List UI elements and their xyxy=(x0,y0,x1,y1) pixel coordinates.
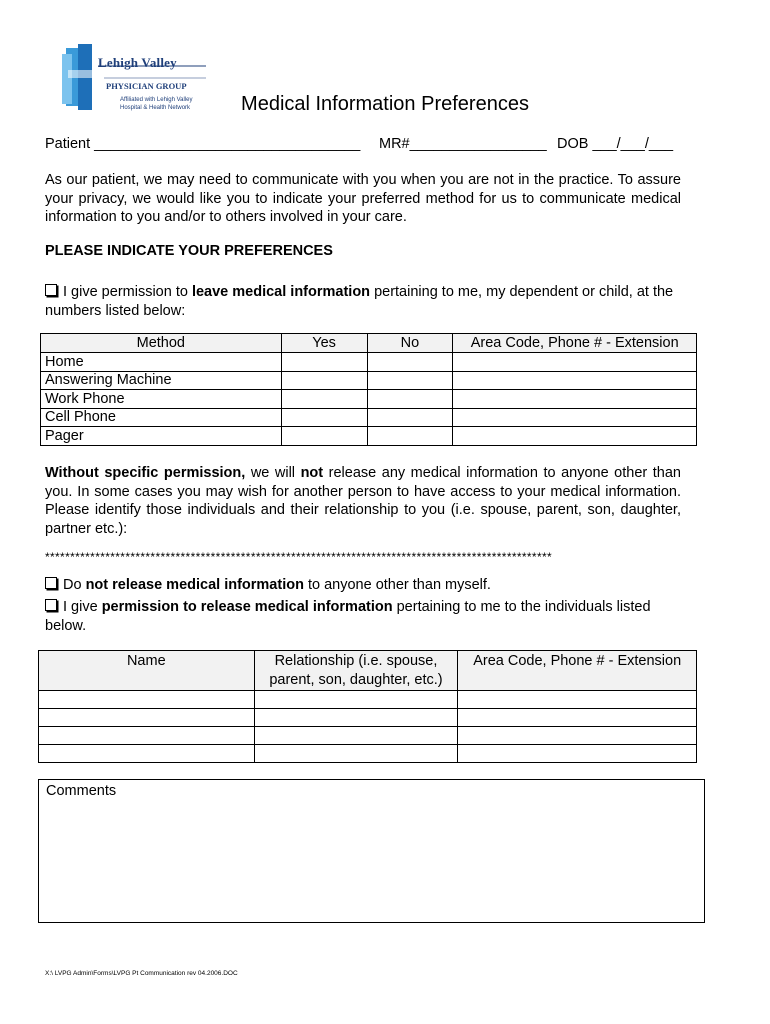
people-table xyxy=(38,650,697,763)
no-release-checkbox[interactable] xyxy=(45,577,57,589)
mr-field[interactable]: MR#_________________ xyxy=(379,136,547,152)
table-row xyxy=(39,727,697,745)
relationship-cell[interactable] xyxy=(254,727,458,745)
table-row xyxy=(39,745,697,763)
leave-permission-line: I give permission to leave medical information pertaining to me, my dependent or child, at the numbers listed below: xyxy=(45,284,674,319)
yes-cell[interactable] xyxy=(281,408,367,427)
table-row xyxy=(41,353,697,372)
header-phone: Area Code, Phone # - Extension xyxy=(453,334,697,353)
name-cell[interactable] xyxy=(39,691,255,709)
phone-cell[interactable] xyxy=(458,727,697,745)
star-divider: ***************************************************************************************************** xyxy=(45,550,553,564)
name-cell[interactable] xyxy=(39,745,255,763)
table-row xyxy=(39,691,697,709)
table-row xyxy=(41,408,697,427)
release-checkbox[interactable] xyxy=(45,599,57,611)
footer-path: X:\ LVPG Admin\Forms\LVPG Pt Communication rev 04.2006.DOC xyxy=(45,970,238,977)
phone-cell[interactable] xyxy=(453,390,697,409)
method-home: Home xyxy=(41,353,282,372)
method-cell-phone: Cell Phone xyxy=(41,408,282,427)
release-line: I give permission to release medical information pertaining to me to the individuals listed below. xyxy=(45,599,651,634)
phone-cell[interactable] xyxy=(453,353,697,372)
relationship-cell[interactable] xyxy=(254,709,458,727)
logo-group: PHYSICIAN GROUP xyxy=(106,81,187,91)
name-cell[interactable] xyxy=(39,727,255,745)
table-row xyxy=(41,390,697,409)
phone-cell[interactable] xyxy=(458,745,697,763)
phone-cell[interactable] xyxy=(458,691,697,709)
logo-tagline: Affiliated with Lehigh Valley Hospital & Health Network xyxy=(120,97,193,111)
method-work-phone: Work Phone xyxy=(41,390,282,409)
yes-cell[interactable] xyxy=(281,390,367,409)
header-relationship: Relationship (i.e. spouse, parent, son, daughter, etc.) xyxy=(254,651,458,691)
yes-cell[interactable] xyxy=(281,353,367,372)
header-no: No xyxy=(367,334,453,353)
no-release-line: Do not release medical information to anyone other than myself. xyxy=(45,576,685,595)
phone-cell[interactable] xyxy=(453,371,697,390)
yes-cell[interactable] xyxy=(281,371,367,390)
no-cell[interactable] xyxy=(367,353,453,372)
page-title: Medical Information Preferences xyxy=(241,93,529,115)
yes-cell[interactable] xyxy=(281,427,367,446)
comments-box[interactable] xyxy=(38,779,705,923)
leave-permission-checkbox[interactable] xyxy=(45,284,57,296)
methods-header-row xyxy=(41,334,697,353)
relationship-cell[interactable] xyxy=(254,691,458,709)
patient-field[interactable]: Patient _________________________________ xyxy=(45,136,361,152)
method-answering-machine: Answering Machine xyxy=(41,371,282,390)
table-row xyxy=(41,371,697,390)
header-yes: Yes xyxy=(281,334,367,353)
phone-cell[interactable] xyxy=(453,427,697,446)
header-name: Name xyxy=(39,651,255,691)
no-cell[interactable] xyxy=(367,427,453,446)
no-cell[interactable] xyxy=(367,390,453,409)
comments-label: Comments xyxy=(46,783,117,799)
methods-table xyxy=(40,333,697,446)
logo-name: Lehigh Valley xyxy=(98,55,177,70)
dob-field[interactable]: DOB ___/___/___ xyxy=(557,136,674,152)
header-method: Method xyxy=(41,334,282,353)
relationship-cell[interactable] xyxy=(254,745,458,763)
without-permission-paragraph: Without specific permission, we will not release any medical information to anyone other than you. In some cases you may wish for another person to have access to your medical information. Please identify those individuals and their relationship to you (i.e. spouse, parent, son, daughter, partner etc.): xyxy=(45,465,681,537)
method-pager: Pager xyxy=(41,427,282,446)
intro-paragraph: As our patient, we may need to communicate with you when you are not in the practice. To assure your privacy, we would like you to indicate your preferred method for us to communicate medical information to you and/or to others involved in your care. xyxy=(45,172,681,225)
preferences-heading: PLEASE INDICATE YOUR PREFERENCES xyxy=(45,243,333,259)
table-row xyxy=(41,427,697,446)
name-cell[interactable] xyxy=(39,709,255,727)
table-row xyxy=(39,709,697,727)
header-people-phone: Area Code, Phone # - Extension xyxy=(458,651,697,691)
people-header-row xyxy=(39,651,697,691)
no-cell[interactable] xyxy=(367,408,453,427)
phone-cell[interactable] xyxy=(458,709,697,727)
no-cell[interactable] xyxy=(367,371,453,390)
phone-cell[interactable] xyxy=(453,408,697,427)
